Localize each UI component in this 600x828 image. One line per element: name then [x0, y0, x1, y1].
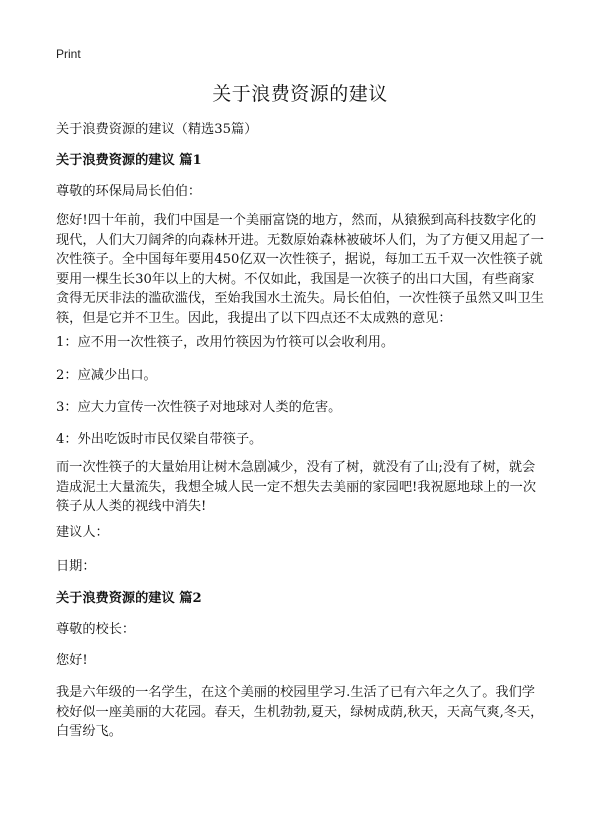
document-subtitle: 关于浪费资源的建议（精选35篇）: [56, 122, 258, 137]
closing-paragraph-1: 而一次性筷子的大量始用让树木急剧减少，没有了树，就没有了山;没有了树，就会造成泥土大量流失，我想全城人民一定不想失去美丽的家园吧!我祝愿地球上的一次筷子从人类的视线中消失!: [56, 460, 537, 514]
suggestion-item-1: 1：应不用一次性筷子，改用竹筷因为竹筷可以会收利用。: [56, 335, 395, 350]
section-heading-1: 关于浪费资源的建议 篇1: [56, 153, 202, 168]
signer-label: 建议人：: [56, 525, 109, 540]
body-paragraph-2: 我是六年级的一名学生，在这个美丽的校园里学习.生活了已有六年之久了。我们学校好似一座美丽的大花园。春天，生机勃勃,夏天，绿树成荫,秋天，天高气爽,冬天，白雪纷飞。: [56, 685, 544, 739]
greeting-2: 您好!: [56, 653, 88, 668]
salutation-2: 尊敬的校长：: [56, 622, 136, 637]
print-link[interactable]: Print: [56, 47, 81, 61]
suggestion-item-2: 2：应减少出口。: [56, 368, 157, 383]
salutation-1: 尊敬的环保局局长伯伯：: [56, 184, 202, 199]
suggestion-item-4: 4：外出吃饭时市民仅梁自带筷子。: [56, 432, 263, 447]
body-paragraph-1: 您好!四十年前，我们中国是一个美丽富饶的地方，然而，从猿猴到高科技数字化的现代，人们大刀阔斧的向森林开进。无数原始森林被破坏人们，为了方便又用起了一次性筷子。全中国每年要用450亿双一次性筷子，据说，每加工五千双一次性筷子就要用一棵生长30年以上的大树。不仅如此，我国是一次筷子的出口大国，有些商家贪得无厌非法的滥砍滥伐，至始我国水土流失。局长伯伯，一次性筷子虽然又叫卫生筷，但是它并不卫生。因此，我提出了以下四点还不太成熟的意见：: [56, 213, 544, 326]
section-heading-2: 关于浪费资源的建议 篇2: [56, 591, 202, 606]
suggestion-item-3: 3：应大力宣传一次性筷子对地球对人类的危害。: [56, 400, 342, 415]
document-title: 关于浪费资源的建议: [212, 83, 388, 105]
date-label: 日期：: [56, 559, 96, 574]
